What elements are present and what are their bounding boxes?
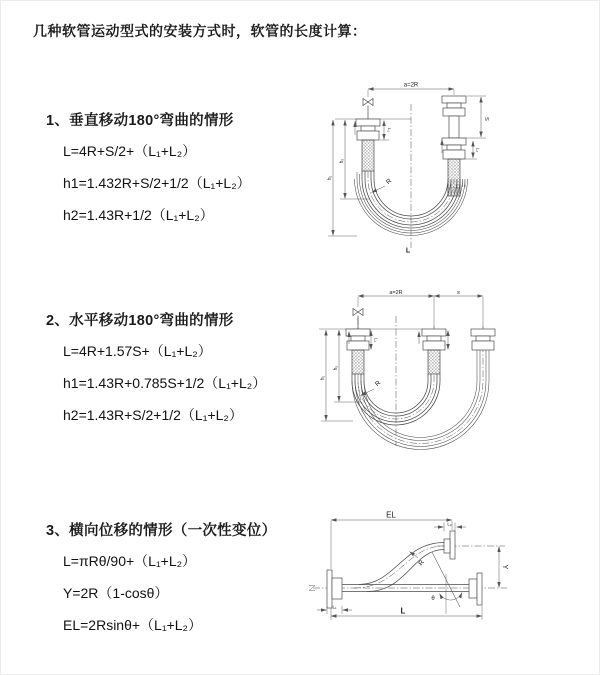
section-horizontal-180 — [46, 309, 316, 437]
diagram-lateral-displacement — [299, 506, 600, 646]
dim-travel-s — [434, 290, 483, 328]
dim-label-travel: s — [457, 289, 460, 296]
dim-label-length: L — [400, 606, 406, 616]
lower-right-flange — [469, 573, 482, 605]
dim-label-travel: S — [482, 117, 489, 121]
dim-label-length: L — [405, 247, 411, 255]
section3-formula-Y: Y=2R（1-cosθ） — [63, 585, 169, 601]
upper-right-flange — [444, 531, 455, 559]
hose-u-bend-displaced — [352, 350, 489, 450]
section2-formula-h1: h1=1.43R+0.785S+1/2（L₁+L₂） — [63, 375, 267, 391]
valve-icon — [353, 309, 363, 330]
dim-label-span: a=2R — [403, 82, 419, 89]
dim-label-theta: θ — [431, 596, 435, 602]
centerlines — [319, 316, 483, 446]
section3-formula-L: L=πRθ/90+（L₁+L₂） — [63, 553, 197, 569]
dim-length-l — [331, 606, 482, 620]
dim-offset-y — [499, 547, 508, 588]
dim-depth-h1 — [327, 120, 357, 236]
dim-el — [331, 511, 452, 570]
dim-fitting-l1 — [317, 605, 352, 615]
dim-label-h1: h₁ — [326, 175, 333, 181]
dim-label-y: Y — [501, 564, 508, 570]
section2-heading: 2、水平移动180°弯曲的情形 — [46, 313, 234, 329]
section2-formula-h2: h2=1.43R+S/2+1/2（L₁+L₂） — [63, 407, 243, 423]
left-end-fitting — [346, 329, 370, 374]
section1-heading: 1、垂直移动180°弯曲的情形 — [46, 113, 234, 129]
displaced-end-fitting — [471, 329, 495, 350]
section2-formula-L: L=4R+1.57S+（L₁+L₂） — [63, 343, 212, 359]
dim-label-h2: h₂ — [332, 365, 339, 371]
dim-span-a2r — [368, 83, 454, 98]
dim-label-l2: L₂ — [447, 521, 452, 527]
dim-label-span: a=2R — [389, 289, 403, 296]
dim-fitting-l1 — [380, 121, 392, 141]
dim-label-l1: L₁ — [386, 127, 392, 133]
radius-callout — [410, 552, 427, 568]
diagram-horizontal-180-bend — [311, 286, 591, 456]
page-title: 几种软管运动型式的安装方式时，软管的长度计算： — [33, 23, 367, 39]
dim-label-l2: L₂ — [475, 147, 481, 153]
section3-formula-EL: EL=2Rsinθ+（L₁+L₂） — [63, 617, 202, 633]
section1-formula-h1: h1=1.432R+S/2+1/2（L₁+L₂） — [63, 175, 251, 191]
dim-label-radius: R — [384, 177, 394, 187]
dim-label-h2: h₂ — [338, 158, 345, 164]
section1-formula-h2: h2=1.43R+1/2（L₁+L₂） — [63, 207, 214, 223]
diagram-vertical-180-bend — [311, 76, 591, 256]
section-vertical-180 — [46, 109, 316, 237]
middle-end-fitting — [422, 329, 446, 374]
angle-construction — [431, 552, 462, 614]
dim-label-h1: h₁ — [319, 375, 326, 381]
section-lateral-offset — [46, 519, 316, 647]
dim-label-radius: R — [373, 379, 383, 389]
dim-fitting-l2 — [434, 522, 466, 532]
dim-label-l1: L₁ — [373, 337, 379, 343]
valve-icon — [363, 99, 373, 120]
dim-label-el: EL — [386, 510, 396, 520]
left-end-fitting — [356, 119, 380, 171]
section1-formula-L: L=4R+S/2+（L₁+L₂） — [63, 143, 197, 159]
dim-label-l1: L₁ — [332, 604, 337, 610]
section3-heading: 3、横向位移的情形（一次性变位） — [46, 523, 277, 539]
dim-label-radius: R — [417, 559, 426, 568]
left-flange — [327, 570, 342, 608]
